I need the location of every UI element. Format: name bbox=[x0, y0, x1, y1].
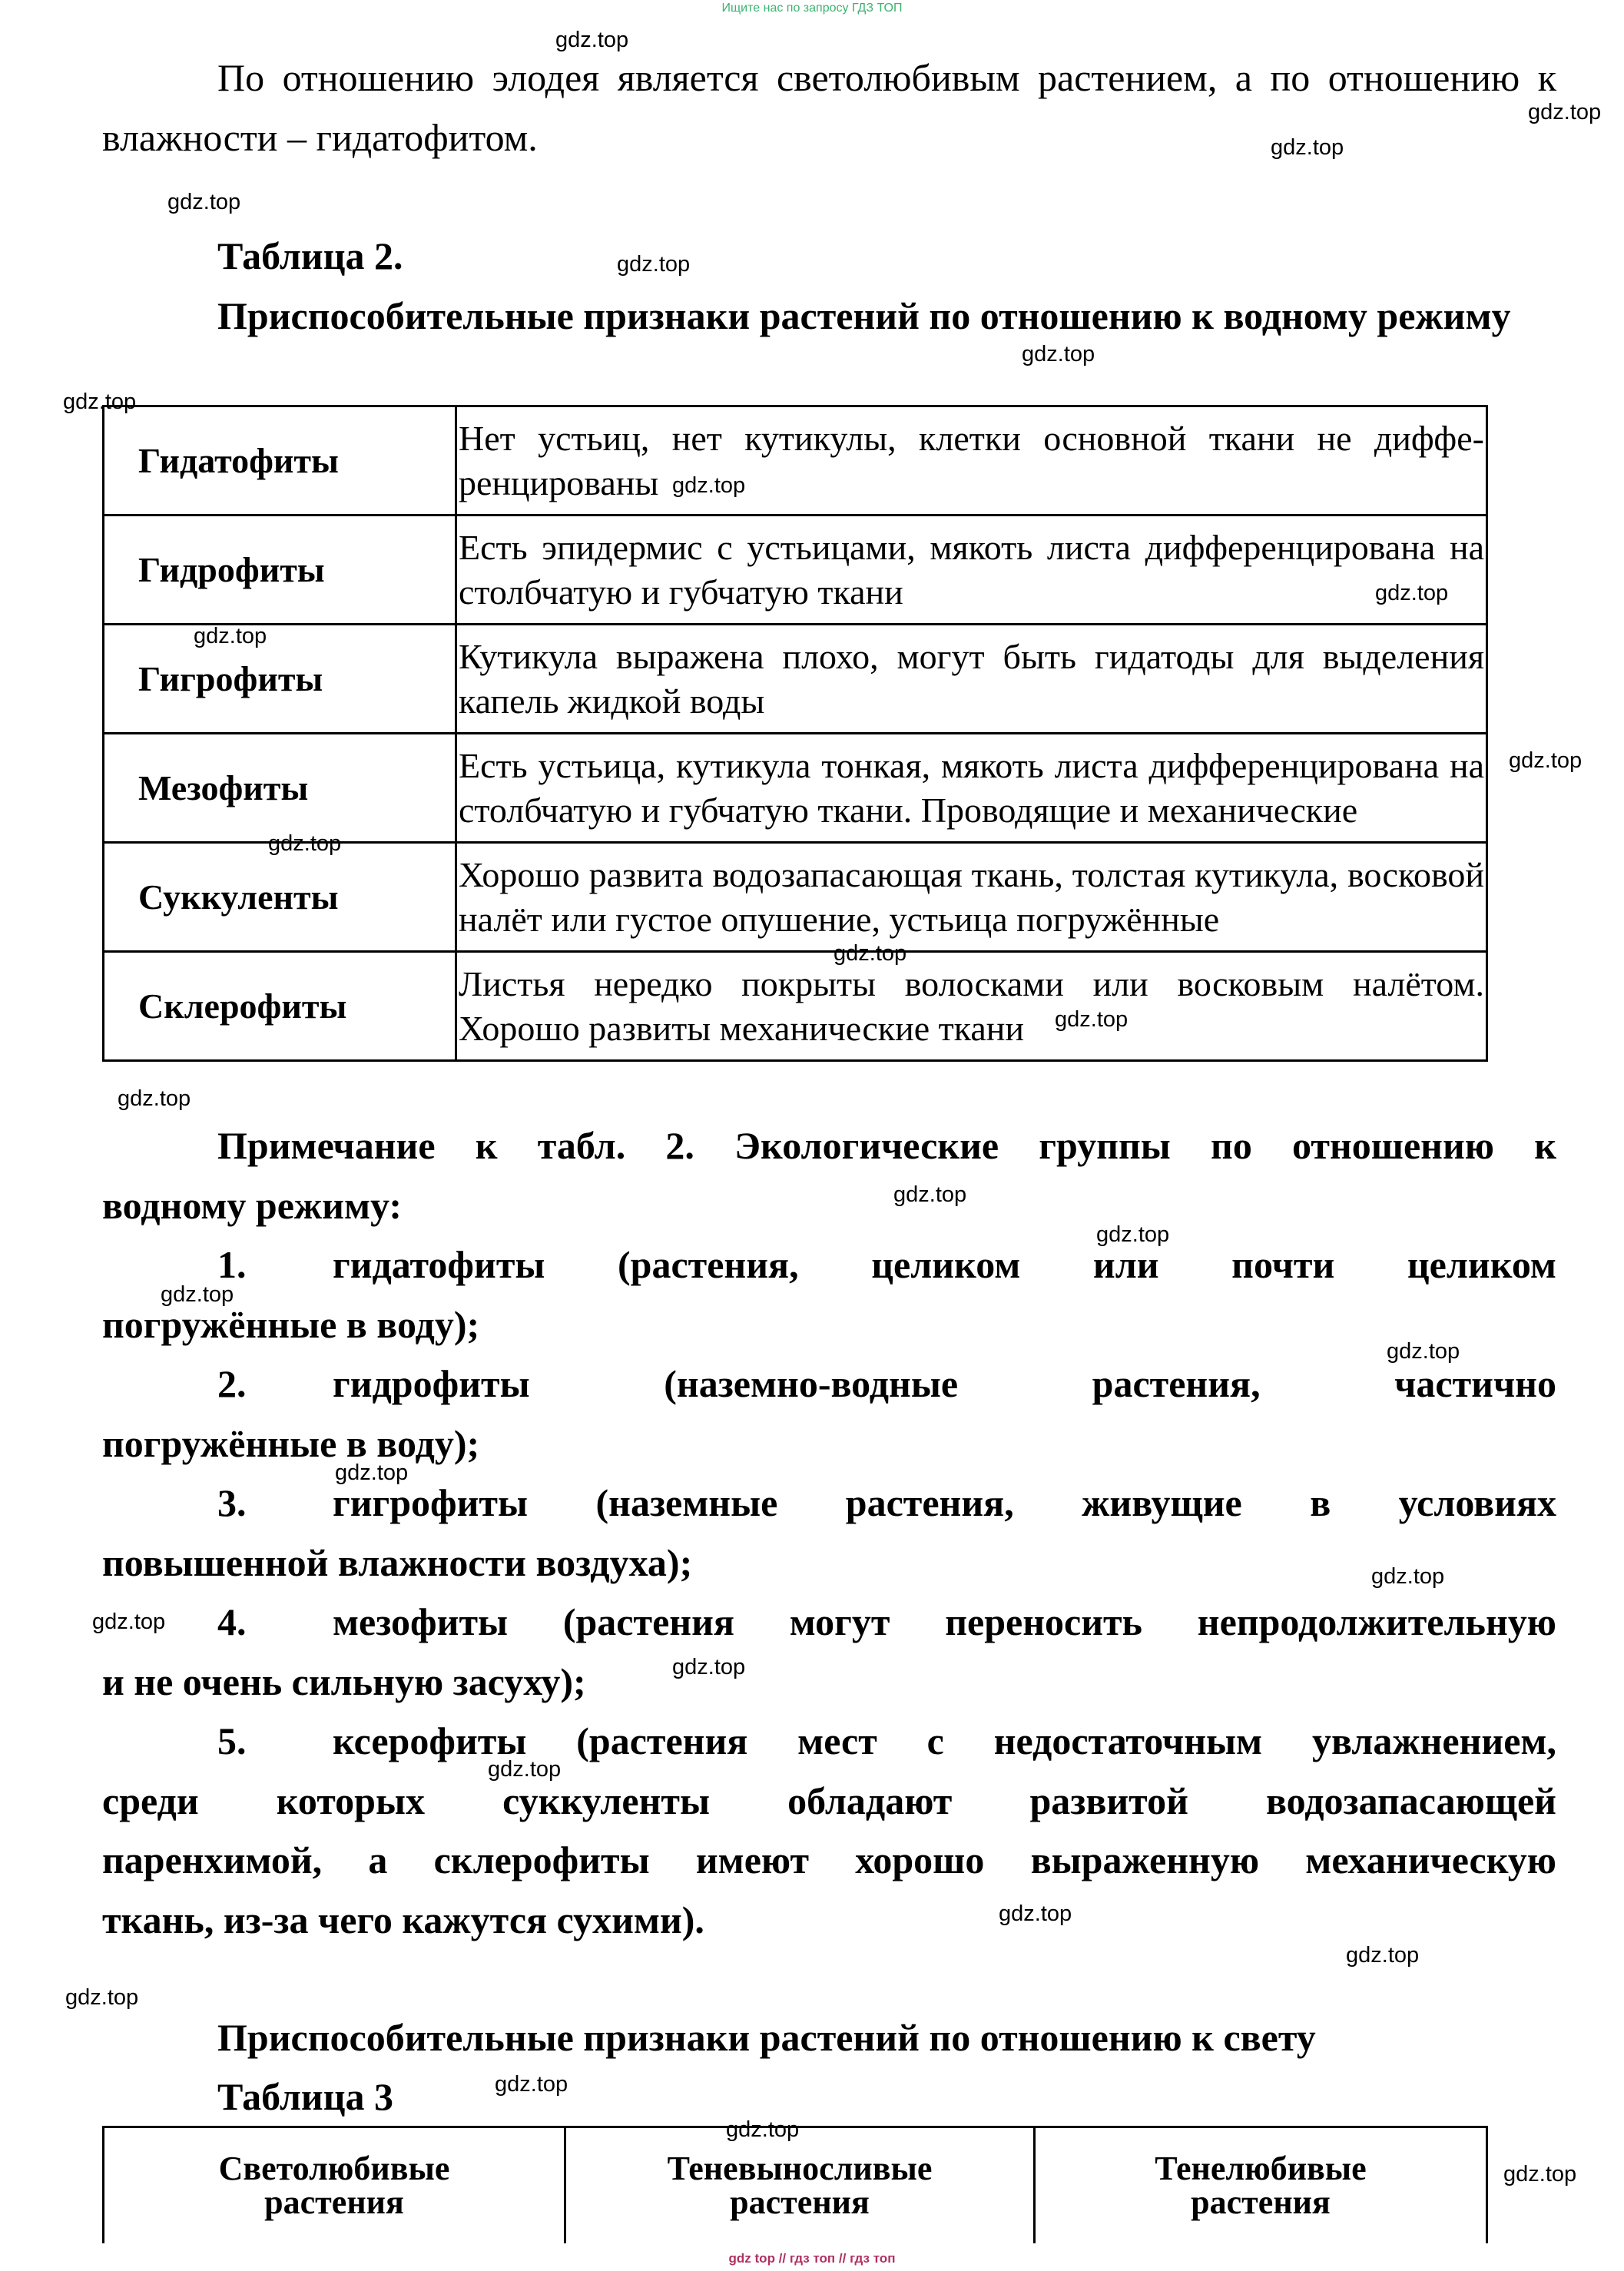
note-item-5-cont: паренхимой, а склерофиты имеют хорошо выраженную механическую bbox=[102, 1838, 1556, 1881]
item-text: мезофиты (растения могут переносить непродолжительную bbox=[333, 1600, 1556, 1643]
watermark: gdz.top bbox=[617, 252, 691, 277]
watermark: gdz.top bbox=[1346, 1943, 1420, 1968]
watermark: gdz.top bbox=[672, 1655, 746, 1679]
table3-title: Приспособительные признаки растений по отношению к свету bbox=[217, 2016, 1316, 2059]
watermark: gdz.top bbox=[495, 2072, 568, 2097]
column-header-shade-loving: Тенелюбивые растения bbox=[1035, 2127, 1487, 2244]
column-header-light-loving: Светолюбивые растения bbox=[104, 2127, 565, 2244]
watermark: gdz.top bbox=[1055, 1007, 1129, 1032]
watermark: gdz.top bbox=[335, 1460, 409, 1485]
watermark: gdz.top bbox=[1271, 135, 1344, 160]
table2-title: Приспособительные признаки растений по отношению к водному режиму bbox=[217, 294, 1511, 337]
watermark: gdz.top bbox=[92, 1610, 166, 1634]
item-number: 4. bbox=[217, 1600, 247, 1643]
intro-paragraph: По отношению элодея является светолюбивым растением, а по отношению к влажности – гидатофитом. bbox=[102, 56, 1556, 159]
footer-links[interactable]: gdz top // гдз топ // гдз топ bbox=[728, 2251, 896, 2266]
note-heading-cont: водному режиму: bbox=[102, 1184, 403, 1227]
table-row bbox=[104, 625, 1487, 734]
watermark: gdz.top bbox=[167, 190, 241, 214]
note-item-5-cont: среди которых суккуленты обладают развитой водозапасающей bbox=[102, 1779, 1556, 1822]
group-name: Склерофиты bbox=[104, 952, 456, 1061]
table3-caption: Таблица 3 bbox=[217, 2075, 394, 2118]
group-name: Гигрофиты bbox=[104, 625, 456, 734]
watermark: gdz.top bbox=[726, 2117, 800, 2142]
table-row bbox=[104, 406, 1487, 516]
watermark: gdz.top bbox=[118, 1086, 191, 1111]
watermark: gdz.top bbox=[555, 28, 629, 52]
watermark: gdz.top bbox=[268, 831, 342, 856]
column-header-shade-tolerant: Теневыносливые растения bbox=[565, 2127, 1035, 2244]
watermark: gdz.top bbox=[1503, 2162, 1577, 2186]
water-regime-table bbox=[102, 405, 1488, 1062]
watermark: gdz.top bbox=[194, 624, 267, 648]
item-text: гидрофиты (наземно-водные растения, частично bbox=[333, 1362, 1556, 1405]
table-row bbox=[104, 516, 1487, 625]
note-heading: Примечание к табл. 2. Экологические группы по отношению к bbox=[217, 1124, 1556, 1167]
group-features: Нет устьиц, нет кутикулы, клетки основной ткани не дифференцированы bbox=[456, 406, 1487, 516]
watermark: gdz.top bbox=[1528, 100, 1602, 124]
watermark: gdz.top bbox=[834, 941, 907, 966]
group-name: Суккуленты bbox=[104, 843, 456, 952]
note-item-5 bbox=[102, 1711, 1556, 1771]
group-features: Есть эпидермис с устьицами, мякоть листа дифференцирована на столбчатую и губчатую ткани bbox=[456, 516, 1487, 625]
note-item-3 bbox=[102, 1473, 1556, 1533]
watermark: gdz.top bbox=[893, 1182, 967, 1207]
watermark: gdz.top bbox=[488, 1757, 562, 1782]
group-name: Мезофиты bbox=[104, 734, 456, 843]
group-features: Листья нередко покрыты волосками или восковым налётом. Хорошо развиты механические ткани bbox=[456, 952, 1487, 1061]
table-row bbox=[104, 734, 1487, 843]
note-item-5-cont: ткань, из-за чего кажутся сухими). bbox=[102, 1898, 704, 1941]
watermark: gdz.top bbox=[1509, 748, 1583, 773]
watermark: gdz.top bbox=[161, 1282, 234, 1307]
item-text: гигрофиты (наземные растения, живущие в условиях bbox=[333, 1481, 1556, 1524]
group-features: Кутикула выражена плохо, могут быть гидатоды для выделения капель жидкой воды bbox=[456, 625, 1487, 734]
watermark: gdz.top bbox=[63, 390, 137, 414]
note-item-2-cont: погружённые в воду); bbox=[102, 1422, 480, 1465]
group-name: Гидрофиты bbox=[104, 516, 456, 625]
note-item-2 bbox=[102, 1354, 1556, 1414]
note-item-1-cont: погружённые в воду); bbox=[102, 1303, 480, 1346]
note-item-4 bbox=[102, 1592, 1556, 1652]
watermark: gdz.top bbox=[65, 1985, 139, 2010]
watermark: gdz.top bbox=[1375, 581, 1449, 605]
table-row bbox=[104, 952, 1487, 1061]
item-number: 1. bbox=[217, 1243, 247, 1286]
item-text: ксерофиты (растения мест с недостаточным увлажнением, bbox=[333, 1719, 1556, 1762]
item-number: 3. bbox=[217, 1481, 247, 1524]
watermark: gdz.top bbox=[999, 1901, 1072, 1926]
table-header-row bbox=[104, 2127, 1487, 2244]
watermark: gdz.top bbox=[1096, 1222, 1170, 1247]
note-item-1 bbox=[102, 1235, 1556, 1295]
group-features: Хорошо развита водозапасающая ткань, толстая кутикула, восковой налёт или густое опушение, устьица погружённые bbox=[456, 843, 1487, 952]
note-item-4-cont: и не очень сильную засуху); bbox=[102, 1660, 586, 1703]
watermark: gdz.top bbox=[1371, 1564, 1445, 1589]
top-banner[interactable]: Ищите нас по запросу ГДЗ ТОП bbox=[721, 2, 903, 15]
watermark: gdz.top bbox=[672, 473, 746, 498]
table2-caption: Таблица 2. bbox=[217, 234, 403, 277]
group-name: Гидатофиты bbox=[104, 406, 456, 516]
table-row bbox=[104, 843, 1487, 952]
light-table bbox=[102, 2126, 1488, 2243]
group-features: Есть устьица, кутикула тонкая, мякоть листа дифференцирована на столбчатую и губчатую ткани. Проводящие и механические bbox=[456, 734, 1487, 843]
item-number: 2. bbox=[217, 1362, 247, 1405]
item-number: 5. bbox=[217, 1719, 247, 1762]
note-item-3-cont: повышенной влажности воздуха); bbox=[102, 1541, 693, 1584]
watermark: gdz.top bbox=[1387, 1339, 1460, 1364]
watermark: gdz.top bbox=[1022, 342, 1095, 366]
item-text: гидатофиты (растения, целиком или почти целиком bbox=[333, 1243, 1556, 1286]
